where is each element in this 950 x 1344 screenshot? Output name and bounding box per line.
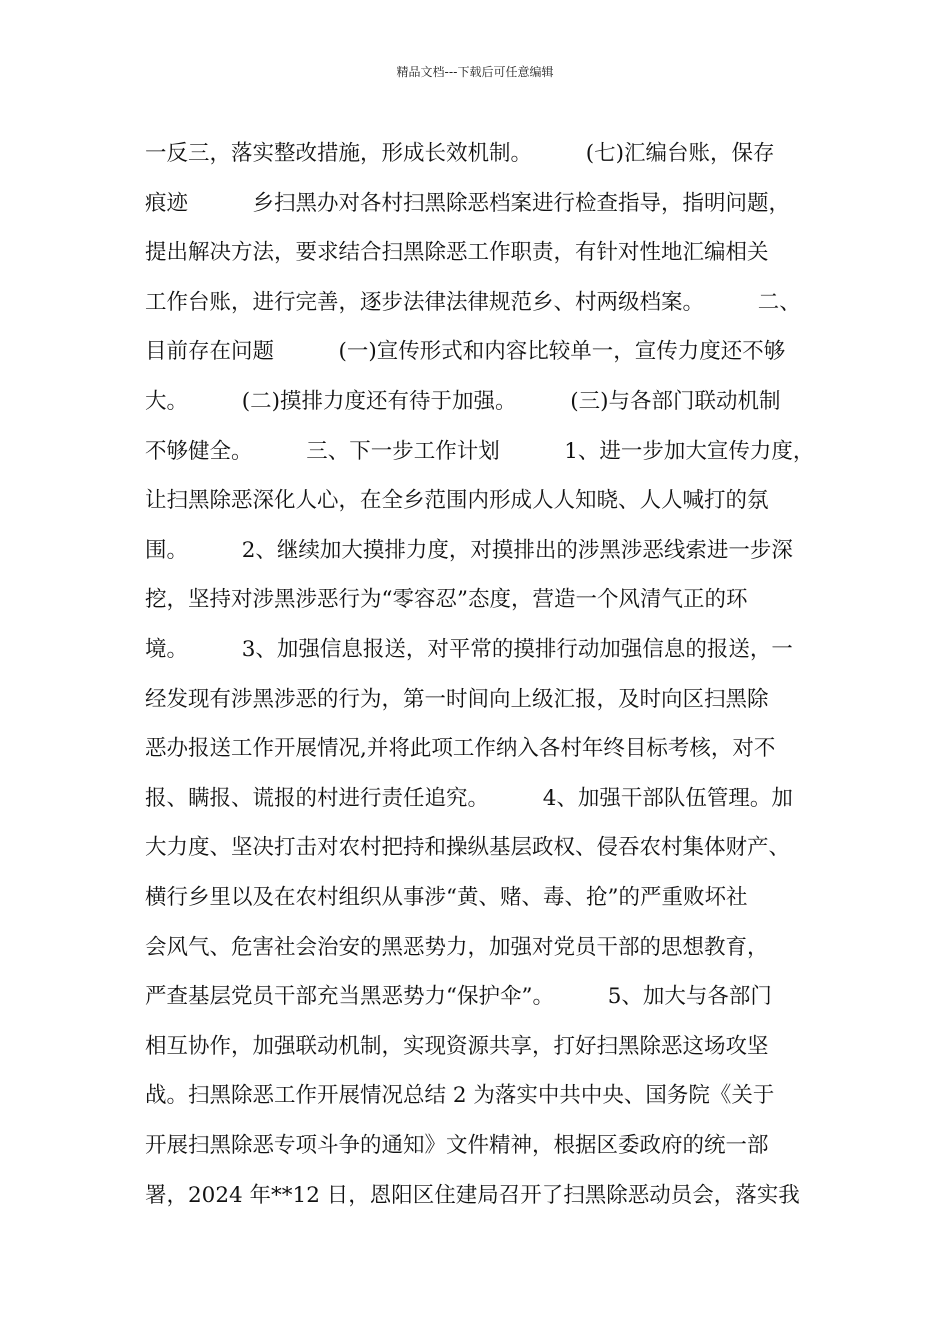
body-line: 大力度、坚决打击对农村把持和操纵基层政权、侵吞农村集体财产、 bbox=[145, 835, 791, 861]
body-line: 痕迹 乡扫黑办对各村扫黑除恶档案进行检查指导，指明问题， bbox=[145, 190, 791, 216]
body-line: 提出解决方法，要求结合扫黑除恶工作职责，有针对性地汇编相关 bbox=[145, 240, 769, 266]
body-line: 报、瞒报、谎报的村进行责任追究。 4、加强干部队伍管理。加 bbox=[145, 785, 793, 811]
body-line: 相互协作，加强联动机制，实现资源共享，打好扫黑除恶这场攻坚 bbox=[145, 1033, 769, 1059]
page-header: 精品文档---下载后可任意编辑 bbox=[396, 65, 554, 79]
body-line: 大。 (二)摸排力度还有待于加强。 (三)与各部门联动机制 bbox=[145, 389, 781, 414]
body-line: 围。 2、继续加大摸排力度，对摸排出的涉黑涉恶线索进一步深 bbox=[145, 537, 793, 563]
body-line: 严查基层党员干部充当黑恶势力“保护伞”。 5、加大与各部门 bbox=[145, 984, 772, 1010]
body-line: 会风气、危害社会治安的黑恶势力，加强对党员干部的思想教育， bbox=[145, 934, 769, 960]
body-line: 让扫黑除恶深化人心，在全乡范围内形成人人知晓、人人喊打的氛 bbox=[145, 488, 769, 514]
body-line: 横行乡里以及在农村组织从事涉“黄、赌、毒、抢”的严重败坏社 bbox=[145, 885, 748, 910]
body-line: 经发现有涉黑涉恶的行为，第一时间向上级汇报，及时向区扫黑除 bbox=[145, 686, 769, 712]
body-line: 一反三，落实整改措施，形成长效机制。 (七)汇编台账，保存 bbox=[145, 141, 775, 166]
body-line: 挖，坚持对涉黑涉恶行为“零容忍”态度，营造一个风清气正的环 bbox=[145, 587, 748, 613]
body-line: 开展扫黑除恶专项斗争的通知》文件精神，根据区委政府的统一部 bbox=[145, 1133, 769, 1158]
body-line: 恶办报送工作开展情况,并将此项工作纳入各村年终目标考核，对不 bbox=[145, 736, 776, 762]
body-line: 目前存在问题 (一)宣传形式和内容比较单一，宣传力度还不够 bbox=[145, 339, 786, 365]
body-line: 不够健全。 三、下一步工作计划 1、进一步加大宣传力度， bbox=[145, 438, 815, 464]
body-line: 署，2024 年**12 日，恩阳区住建局召开了扫黑除恶动员会，落实我 bbox=[145, 1182, 800, 1208]
body-line: 工作台账，进行完善，逐步法律法律规范乡、村两级档案。 二、 bbox=[145, 289, 801, 315]
body-line: 境。 3、加强信息报送，对平常的摸排行动加强信息的报送，一 bbox=[145, 637, 793, 662]
body-line: 战。扫黑除恶工作开展情况总结 2 为落实中共中央、国务院《关于 bbox=[145, 1083, 775, 1109]
